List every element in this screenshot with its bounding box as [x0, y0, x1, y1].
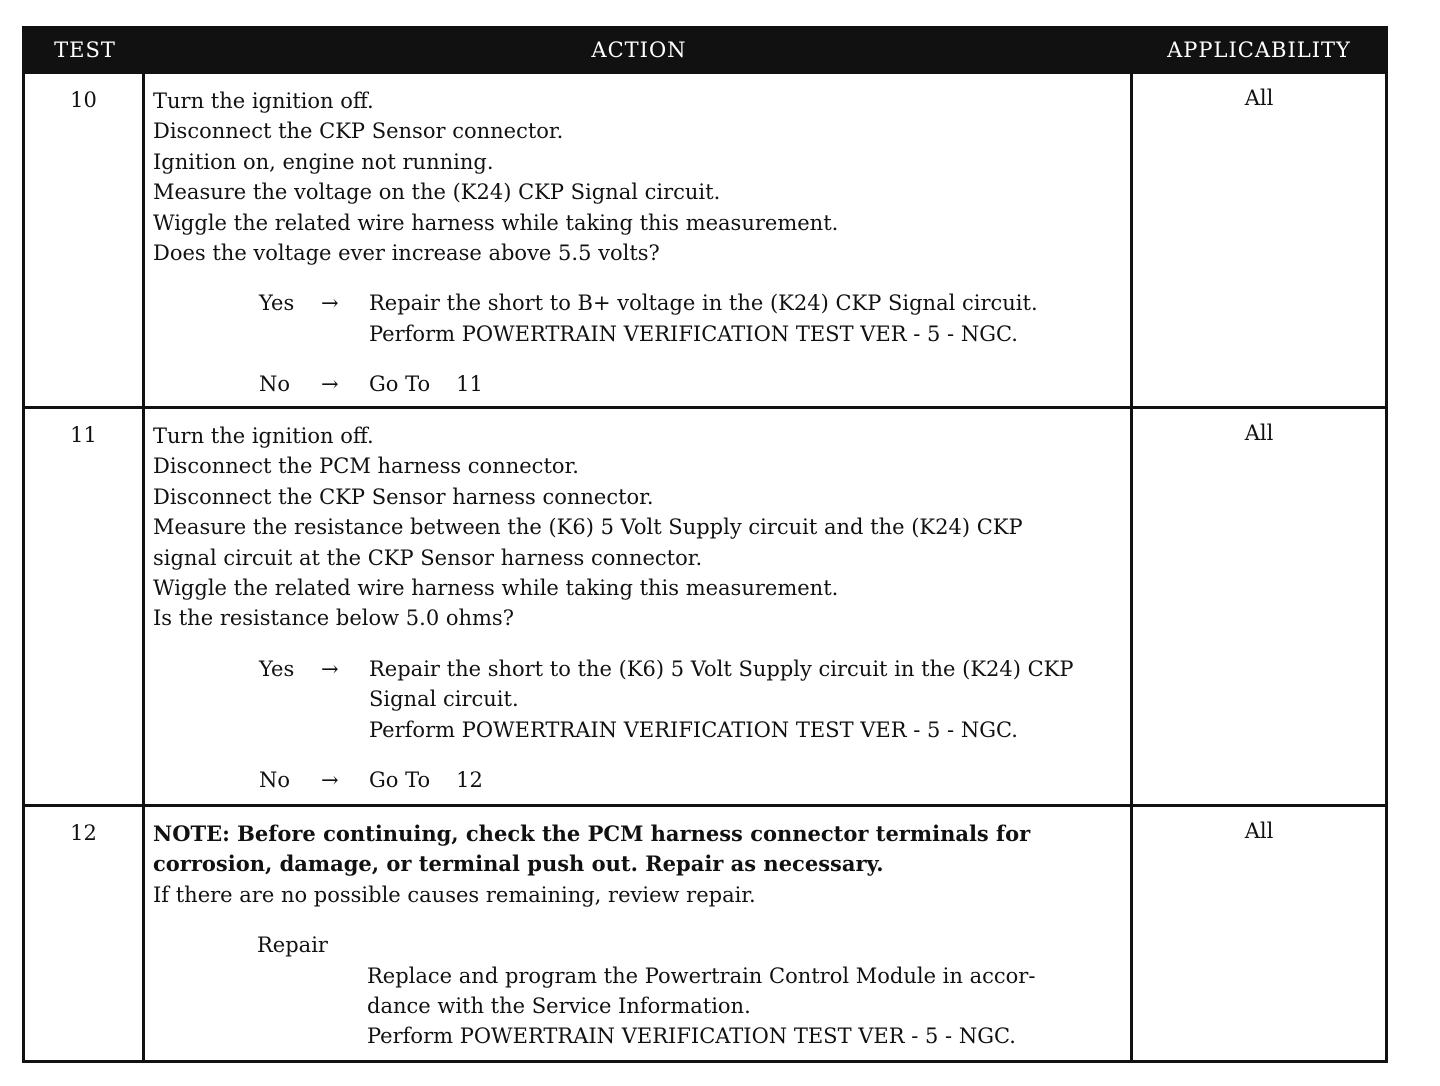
- no-label: No: [259, 768, 291, 793]
- action-cell: [145, 74, 1133, 406]
- note-text: NOTE: Before continuing, check the PCM harness connector terminals for: [153, 821, 1031, 846]
- repair-text: dance with the Service Information.: [367, 994, 751, 1019]
- step-text: Ignition on, engine not running.: [153, 149, 494, 174]
- repair-text: Perform POWERTRAIN VERIFICATION TEST VER - 5 - NGC.: [367, 1024, 1016, 1049]
- test-number: 10: [25, 74, 145, 406]
- step-text: Turn the ignition off.: [153, 89, 374, 113]
- action-cell: [145, 807, 1133, 1060]
- step-text: Wiggle the related wire harness while taking this measurement.: [153, 576, 839, 601]
- action-cell: [145, 409, 1133, 804]
- repair-label: Repair: [257, 933, 328, 958]
- test-number: 12: [25, 807, 145, 1060]
- step-text: Disconnect the CKP Sensor harness connector.: [153, 484, 654, 509]
- repair-block: [257, 930, 1124, 1052]
- applicability-cell: All: [1244, 819, 1274, 843]
- header-action: ACTION: [591, 38, 687, 62]
- step-text: signal circuit at the CKP Sensor harness connector.: [153, 545, 703, 570]
- no-outcome: [259, 369, 1124, 399]
- yes-label: Yes: [259, 291, 295, 316]
- table-row: [25, 804, 1385, 1060]
- arrow-right-icon: →: [321, 372, 339, 397]
- table-row: [25, 406, 1385, 804]
- step-text: If there are no possible causes remaining, review repair.: [153, 882, 756, 907]
- repair-text: Replace and program the Powertrain Control Module in accor-: [367, 963, 1036, 988]
- goto-target: 11: [456, 372, 483, 397]
- yes-outcome: [259, 654, 1124, 745]
- step-text: Turn the ignition off.: [153, 424, 374, 448]
- step-text: Wiggle the related wire harness while taking this measurement.: [153, 210, 839, 235]
- arrow-right-icon: →: [321, 768, 339, 793]
- outcome-text: Repair the short to B+ voltage in the (K24) CKP Signal circuit.: [369, 291, 1038, 316]
- table-row: [25, 71, 1385, 406]
- yes-outcome: [259, 288, 1124, 349]
- step-text: Disconnect the PCM harness connector.: [153, 454, 579, 479]
- goto-target: 12: [456, 768, 483, 793]
- table-header: [25, 29, 1385, 71]
- outcome-text: Repair the short to the (K6) 5 Volt Supply circuit in the (K24) CKP: [369, 656, 1074, 681]
- step-text: Measure the voltage on the (K24) CKP Signal circuit.: [153, 180, 721, 205]
- goto-text: Go To: [369, 768, 431, 793]
- header-test: TEST: [54, 38, 116, 62]
- outcome-text: Perform POWERTRAIN VERIFICATION TEST VER - 5 - NGC.: [369, 321, 1018, 346]
- outcome-text: Perform POWERTRAIN VERIFICATION TEST VER - 5 - NGC.: [369, 717, 1018, 742]
- note-text: corrosion, damage, or terminal push out. Repair as necessary.: [153, 851, 884, 877]
- outcome-text: Signal circuit.: [369, 687, 519, 712]
- step-text: Is the resistance below 5.0 ohms?: [153, 606, 514, 631]
- no-outcome: [259, 765, 1124, 795]
- header-applicability: APPLICABILITY: [1167, 38, 1351, 62]
- applicability-cell: All: [1244, 86, 1274, 110]
- yes-label: Yes: [259, 656, 295, 681]
- step-text: Measure the resistance between the (K6) 5 Volt Supply circuit and the (K24) CKP: [153, 515, 1023, 540]
- goto-text: Go To: [369, 372, 431, 397]
- test-number: 11: [25, 409, 145, 804]
- step-text: Disconnect the CKP Sensor connector.: [153, 119, 564, 144]
- step-text: Does the voltage ever increase above 5.5 volts?: [153, 241, 660, 266]
- arrow-right-icon: →: [321, 656, 339, 681]
- diagnostic-test-table: [22, 26, 1388, 1063]
- applicability-cell: All: [1244, 421, 1274, 445]
- no-label: No: [259, 372, 291, 397]
- arrow-right-icon: →: [321, 291, 339, 316]
